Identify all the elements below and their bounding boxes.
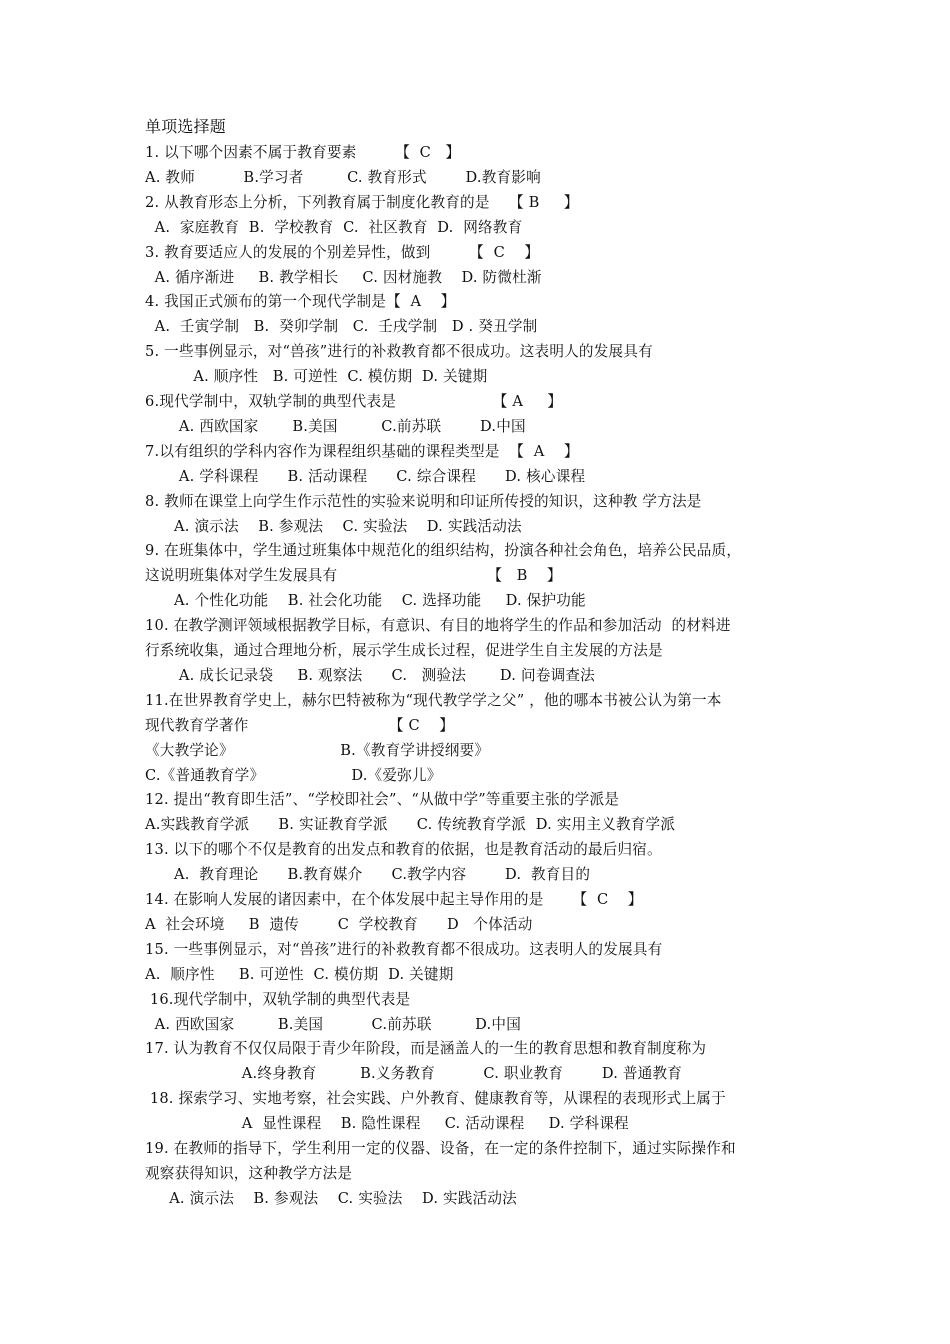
text-line: 这说明班集体对学生发展具有 【 B 】: [145, 567, 562, 585]
text-line: 5. 一些事例显示，对“兽孩”进行的补救教育都不很成功。这表明人的发展具有: [145, 343, 653, 361]
text-line: A. 西欧国家 B.美国 C.前苏联 D.中国: [145, 1015, 521, 1033]
text-line: A. 演示法 B. 参观法 C. 实验法 D. 实践活动法: [145, 1189, 517, 1207]
text-line: A. 顺序性 B. 可逆性 C. 模仿期 D. 关键期: [145, 965, 454, 983]
text-line: 8. 教师在课堂上向学生作示范性的实验来说明和印证所传授的知识，这种教 学方法是: [145, 492, 702, 510]
page-title: 单项选择题: [145, 117, 227, 136]
text-line: A. 西欧国家 B.美国 C.前苏联 D.中国: [145, 417, 526, 435]
text-line: A.实践教育学派 B. 实证教育学派 C. 传统教育学派 D. 实用主义教育学派: [145, 816, 676, 834]
text-line: A 显性课程 B. 隐性课程 C. 活动课程 D. 学科课程: [145, 1115, 629, 1133]
text-line: A. 学科课程 B. 活动课程 C. 综合课程 D. 核心课程: [145, 467, 586, 485]
text-line: 行系统收集，通过合理地分析，展示学生成长过程，促进学生自主发展的方法是: [145, 642, 663, 659]
text-line: 13. 以下的哪个不仅是教育的出发点和教育的依据，也是教育活动的最后归宿。: [145, 841, 662, 859]
text-line: 7.以有组织的学科内容作为课程组织基础的课程类型是 【 A 】: [145, 442, 579, 460]
text-line: A. 演示法 B. 参观法 C. 实验法 D. 实践活动法: [145, 517, 522, 535]
text-line: A. 教育理论 B.教育媒介 C.教学内容 D. 教育目的: [145, 866, 591, 884]
text-line: 9. 在班集体中，学生通过班集体中规范化的组织结构，扮演各种社会角色，培养公民品质，: [145, 542, 742, 560]
text-line: 《大教学论》 B.《教育学讲授纲要》: [145, 741, 490, 759]
text-line: 12. 提出“教育即生活”、“学校即社会”、“从做中学”等重要主张的学派是: [145, 791, 620, 809]
text-line: 6.现代学制中，双轨学制的典型代表是 【 A 】: [145, 393, 563, 410]
text-line: 17. 认为教育不仅仅局限于青少年阶段，而是涵盖人的一生的教育思想和教育制度称为: [145, 1040, 707, 1058]
text-line: A. 成长记录袋 B. 观察法 C. 测验法 D. 问卷调查法: [145, 666, 595, 684]
text-line: 15. 一些事例显示，对“兽孩”进行的补救教育都不很成功。这表明人的发展具有: [145, 940, 663, 958]
text-line: 10. 在教学测评领域根据教学目标，有意识、有目的地将学生的作品和参加活动 的材料进: [145, 617, 731, 635]
text-line: A. 壬寅学制 B. 癸卯学制 C. 壬戌学制 D . 癸丑学制: [145, 318, 538, 336]
text-line: 1. 以下哪个因素不属于教育要素 【 C 】: [145, 144, 461, 161]
text-line: 19. 在教师的指导下，学生利用一定的仪器、设备，在一定的条件控制下，通过实际操作和: [145, 1140, 736, 1157]
text-line: A. 顺序性 B. 可逆性 C. 模仿期 D. 关键期: [145, 368, 488, 386]
text-line: 现代教育学著作 【 C 】: [145, 716, 455, 734]
text-line: 18. 探索学习、实地考察，社会实践、户外教育、健康教育等，从课程的表现形式上属于: [145, 1090, 726, 1108]
text-line: A. 循序渐进 B. 教学相长 C. 因材施教 D. 防微杜渐: [145, 268, 542, 286]
text-line: 4. 我国正式颁布的第一个现代学制是【 A 】: [145, 293, 456, 311]
text-line: 14. 在影响人发展的诸因素中，在个体发展中起主导作用的是 【 C 】: [145, 891, 643, 908]
text-line: A 社会环境 B 遗传 C 学校教育 D 个体活动: [145, 915, 533, 933]
text-line: 11.在世界教育学史上，赫尔巴特被称为“现代教学学之父” ，他的哪本书被公认为第一本: [145, 691, 722, 709]
text-line: A. 教师 B.学习者 C. 教育形式 D.教育影响: [145, 168, 541, 186]
text-line: 2. 从教育形态上分析，下列教育属于制度化教育的是 【 B 】: [145, 193, 579, 211]
text-line: 观察获得知识，这种教学方法是: [145, 1164, 353, 1182]
text-line: 3. 教育要适应人的发展的个别差异性，做到 【 C 】: [145, 243, 540, 261]
text-line: A. 家庭教育 B. 学校教育 C. 社区教育 D. 网络教育: [145, 218, 523, 236]
text-line: 16.现代学制中，双轨学制的典型代表是: [145, 990, 411, 1008]
text-line: A. 个性化功能 B. 社会化功能 C. 选择功能 D. 保护功能: [145, 592, 586, 610]
text-line: A.终身教育 B.义务教育 C. 职业教育 D. 普通教育: [145, 1065, 683, 1083]
text-line: C.《普通教育学》 D.《爱弥儿》: [145, 766, 442, 784]
